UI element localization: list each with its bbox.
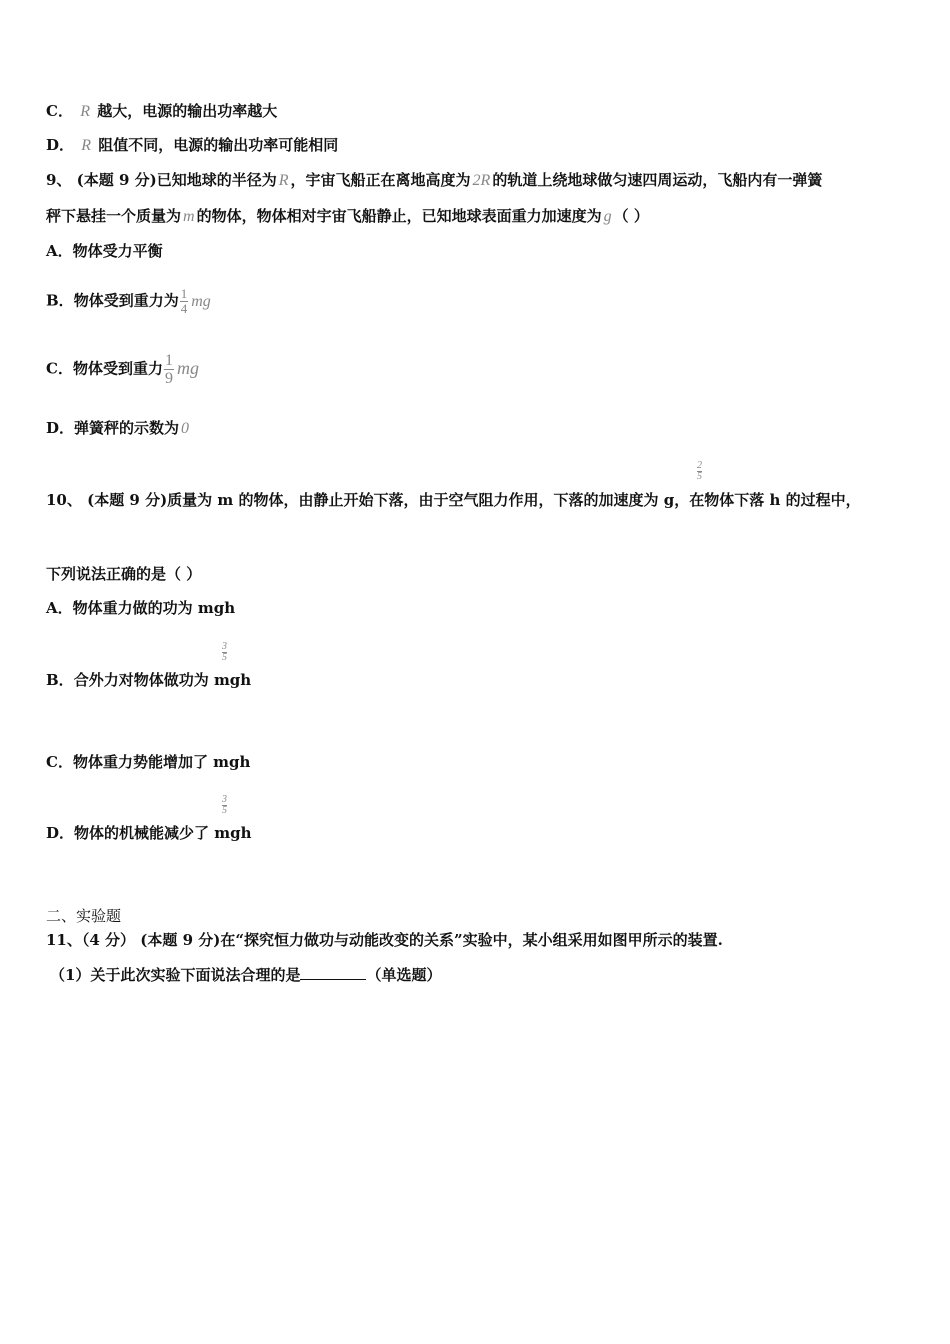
fraction-denominator: 9 bbox=[164, 370, 173, 387]
answer-paren: （ ） bbox=[613, 207, 649, 225]
question-text: 下列说法正确的是（ ） bbox=[46, 565, 202, 583]
option-text: mgh bbox=[214, 824, 252, 842]
math-variable: m bbox=[183, 208, 195, 225]
option-label: C． bbox=[46, 102, 73, 120]
option-c-q10 bbox=[46, 752, 250, 772]
option-d-prev bbox=[46, 135, 338, 156]
option-label: C． bbox=[46, 359, 73, 378]
option-d-q9 bbox=[46, 418, 191, 439]
question-10-line1 bbox=[46, 490, 861, 510]
question-text: 的物体，物体相对宇宙飞船静止，已知地球表面重力加速度为 bbox=[196, 207, 602, 225]
fraction-numerator: 2 bbox=[697, 460, 702, 471]
question-text: g，在物体下落 h 的过程中， bbox=[663, 491, 861, 509]
option-text: mgh bbox=[213, 671, 252, 689]
question-text: (本题 9 分)已知地球的半径为 bbox=[76, 171, 277, 189]
option-text: 阻值不同，电源的输出功率可能相同 bbox=[98, 136, 339, 154]
fraction-small bbox=[222, 642, 227, 663]
option-text: 弹簧秤的示数为 bbox=[74, 419, 180, 437]
math-variable: R bbox=[278, 172, 289, 189]
option-label: B． bbox=[46, 291, 74, 310]
question-number: 10、 bbox=[46, 491, 82, 509]
option-d-q10 bbox=[46, 823, 252, 843]
section-heading bbox=[46, 906, 121, 926]
fraction-small bbox=[222, 795, 227, 816]
math-variable: R bbox=[81, 137, 92, 154]
question-text: （单选题） bbox=[366, 966, 442, 984]
question-text: （1）关于此次实验下面说法合理的是 bbox=[50, 966, 301, 984]
fraction-numerator: 1 bbox=[180, 286, 188, 301]
question-text: 的轨道上绕地球做匀速四周运动，飞船内有一弹簧 bbox=[492, 171, 823, 189]
question-number: 9、 bbox=[46, 171, 72, 189]
fraction-small bbox=[697, 461, 702, 482]
option-text: 物体重力做的功为 mgh bbox=[72, 599, 236, 617]
fraction-numerator: 3 bbox=[222, 794, 227, 805]
option-text: 物体的机械能减少了 bbox=[74, 824, 210, 842]
question-text: 秤下悬挂一个质量为 bbox=[46, 207, 182, 225]
option-b-q10 bbox=[46, 670, 251, 690]
option-c-prev bbox=[46, 101, 277, 122]
option-label: D． bbox=[46, 824, 75, 842]
question-number: 11、 bbox=[46, 931, 82, 949]
option-text: 物体受力平衡 bbox=[72, 242, 163, 260]
fraction-denominator: 4 bbox=[180, 301, 188, 316]
fraction bbox=[164, 352, 174, 387]
math-variable: mg bbox=[191, 292, 211, 310]
question-9-line1 bbox=[46, 170, 822, 191]
option-c-q9 bbox=[46, 352, 201, 387]
question-9-line2 bbox=[46, 206, 649, 227]
fraction bbox=[180, 287, 189, 316]
math-variable: 0 bbox=[181, 420, 190, 437]
option-label: A． bbox=[46, 242, 73, 260]
math-variable: R bbox=[80, 103, 90, 120]
fraction-denominator: 5 bbox=[222, 652, 227, 663]
fraction-denominator: 5 bbox=[697, 471, 702, 482]
option-a-q10 bbox=[46, 598, 235, 618]
math-variable: mg bbox=[176, 357, 199, 378]
question-text: ，宇宙飞船正在离地高度为 bbox=[290, 171, 471, 189]
option-label: D． bbox=[46, 419, 75, 437]
option-text: 物体受到重力为 bbox=[73, 291, 179, 310]
option-text: 越大，电源的输出功率越大 bbox=[97, 102, 278, 120]
math-variable: g bbox=[603, 208, 612, 225]
question-11-part-1 bbox=[50, 965, 441, 985]
option-label: C． bbox=[46, 753, 73, 771]
option-label: D． bbox=[46, 136, 75, 154]
question-text: （4 分） (本题 9 分)在“探究恒力做功与动能改变的关系”实验中，某小组采用如图甲所示的装置. bbox=[81, 931, 723, 949]
option-label: B． bbox=[46, 671, 74, 689]
section-title: 二、实验题 bbox=[46, 907, 122, 925]
answer-blank[interactable] bbox=[300, 965, 366, 980]
option-label: A． bbox=[46, 599, 73, 617]
option-text: 物体重力势能增加了 mgh bbox=[72, 753, 251, 771]
option-b-q9 bbox=[46, 287, 213, 316]
option-text: 合外力对物体做功为 bbox=[73, 671, 209, 689]
fraction-denominator: 5 bbox=[222, 805, 227, 816]
fraction-numerator: 3 bbox=[222, 641, 227, 652]
math-variable: 2R bbox=[472, 172, 491, 189]
fraction-numerator: 1 bbox=[164, 352, 173, 369]
option-a-q9 bbox=[46, 241, 163, 261]
question-11 bbox=[46, 930, 723, 950]
option-text: 物体受到重力 bbox=[72, 359, 163, 378]
question-10-line2 bbox=[46, 564, 201, 584]
question-text: (本题 9 分)质量为 m 的物体，由静止开始下落，由于空气阻力作用，下落的加速度为 bbox=[87, 491, 659, 509]
